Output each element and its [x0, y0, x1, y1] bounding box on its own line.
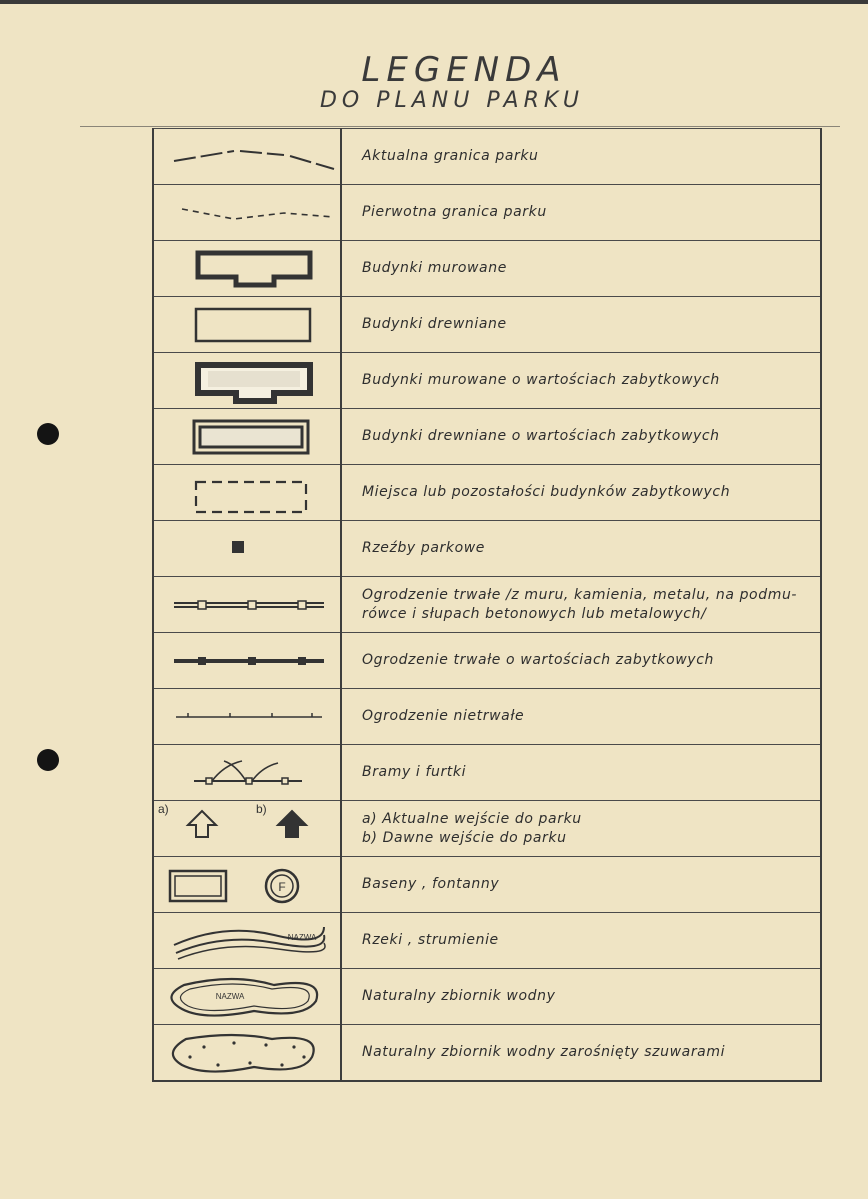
historic-brick-building-icon — [154, 353, 340, 408]
former-entrance-arrow — [278, 811, 306, 837]
current-boundary-icon — [154, 129, 340, 184]
page-subtitle: DO PLANU PARKU — [319, 88, 585, 113]
river-icon — [154, 913, 340, 968]
fountain-letter: F — [278, 880, 286, 894]
punch-hole — [37, 749, 59, 771]
legend-label-continued: rówce i słupach betonowych lub metalowych/ — [362, 605, 707, 622]
legend-row — [153, 129, 821, 185]
legend-row — [153, 745, 821, 801]
legend-label: Naturalny zbiornik wodny — [362, 988, 556, 1004]
marker-a: a) — [158, 802, 169, 816]
legend-table — [152, 128, 822, 1082]
wooden-building-icon — [154, 297, 340, 352]
brick-building-icon — [154, 241, 340, 296]
legend-row — [153, 465, 821, 521]
reed-pond-icon — [154, 1025, 340, 1080]
historic-fence-icon — [154, 633, 340, 688]
legend-row — [153, 577, 821, 633]
punch-hole — [37, 423, 59, 445]
gate-icon — [154, 745, 340, 800]
building-remains-icon — [154, 465, 340, 520]
historic-wooden-building-icon — [154, 409, 340, 464]
legend-row — [153, 1025, 821, 1082]
title-divider — [80, 126, 840, 127]
legend-label: Budynki murowane o wartościach zabytkowych — [362, 372, 720, 388]
legend-label: Naturalny zbiornik wodny zarośnięty szuwarami — [362, 1044, 726, 1060]
original-boundary-icon — [154, 185, 340, 240]
legend-label: Rzeki , strumienie — [362, 932, 499, 948]
legend-row — [153, 689, 821, 745]
legend-row — [153, 801, 821, 857]
legend-row — [153, 913, 821, 969]
legend-label: Miejsca lub pozostałości budynków zabytkowych — [362, 484, 731, 500]
legend-row — [153, 185, 821, 241]
legend-label: Rzeźby parkowe — [362, 540, 486, 556]
page-title: LEGENDA — [361, 50, 567, 90]
legend-label: Budynki drewniane — [362, 316, 507, 332]
legend-label: Baseny , fontanny — [362, 876, 500, 892]
legend-label: Aktualna granica parku — [362, 148, 539, 164]
legend-row — [153, 857, 821, 913]
legend-row — [153, 353, 821, 409]
legend-label: Ogrodzenie trwałe /z muru, kamienia, metalu, na podmu- — [362, 586, 798, 603]
legend-label: Budynki murowane — [362, 260, 507, 276]
scan-top-edge — [0, 0, 868, 4]
legend-label: Pierwotna granica parku — [362, 204, 547, 220]
legend-label: Ogrodzenie trwałe o wartościach zabytkowych — [362, 652, 714, 668]
current-entrance-arrow — [188, 811, 216, 837]
legend-label: Budynki drewniane o wartościach zabytkowych — [362, 428, 720, 444]
pond-icon — [154, 969, 340, 1024]
legend-label-continued: b) Dawne wejście do parku — [362, 829, 567, 846]
temporary-fence-icon — [154, 689, 340, 744]
entrance-arrow-icon — [154, 801, 340, 856]
sculpture-icon — [154, 521, 340, 576]
permanent-fence-icon — [154, 577, 340, 632]
legend-row — [153, 297, 821, 353]
legend-row — [153, 521, 821, 577]
pool-fountain-icon — [154, 857, 340, 912]
marker-b: b) — [256, 802, 267, 816]
legend-label: Bramy i furtki — [362, 764, 467, 780]
river-name-label: NAZWA — [287, 933, 317, 942]
legend-label: Ogrodzenie nietrwałe — [362, 708, 525, 724]
legend-row — [153, 241, 821, 297]
legend-row — [153, 409, 821, 465]
legend-label: a) Aktualne wejście do parku — [362, 810, 582, 827]
legend-row — [153, 969, 821, 1025]
legend-row — [153, 633, 821, 689]
pond-name-label: NAZWA — [215, 992, 245, 1001]
